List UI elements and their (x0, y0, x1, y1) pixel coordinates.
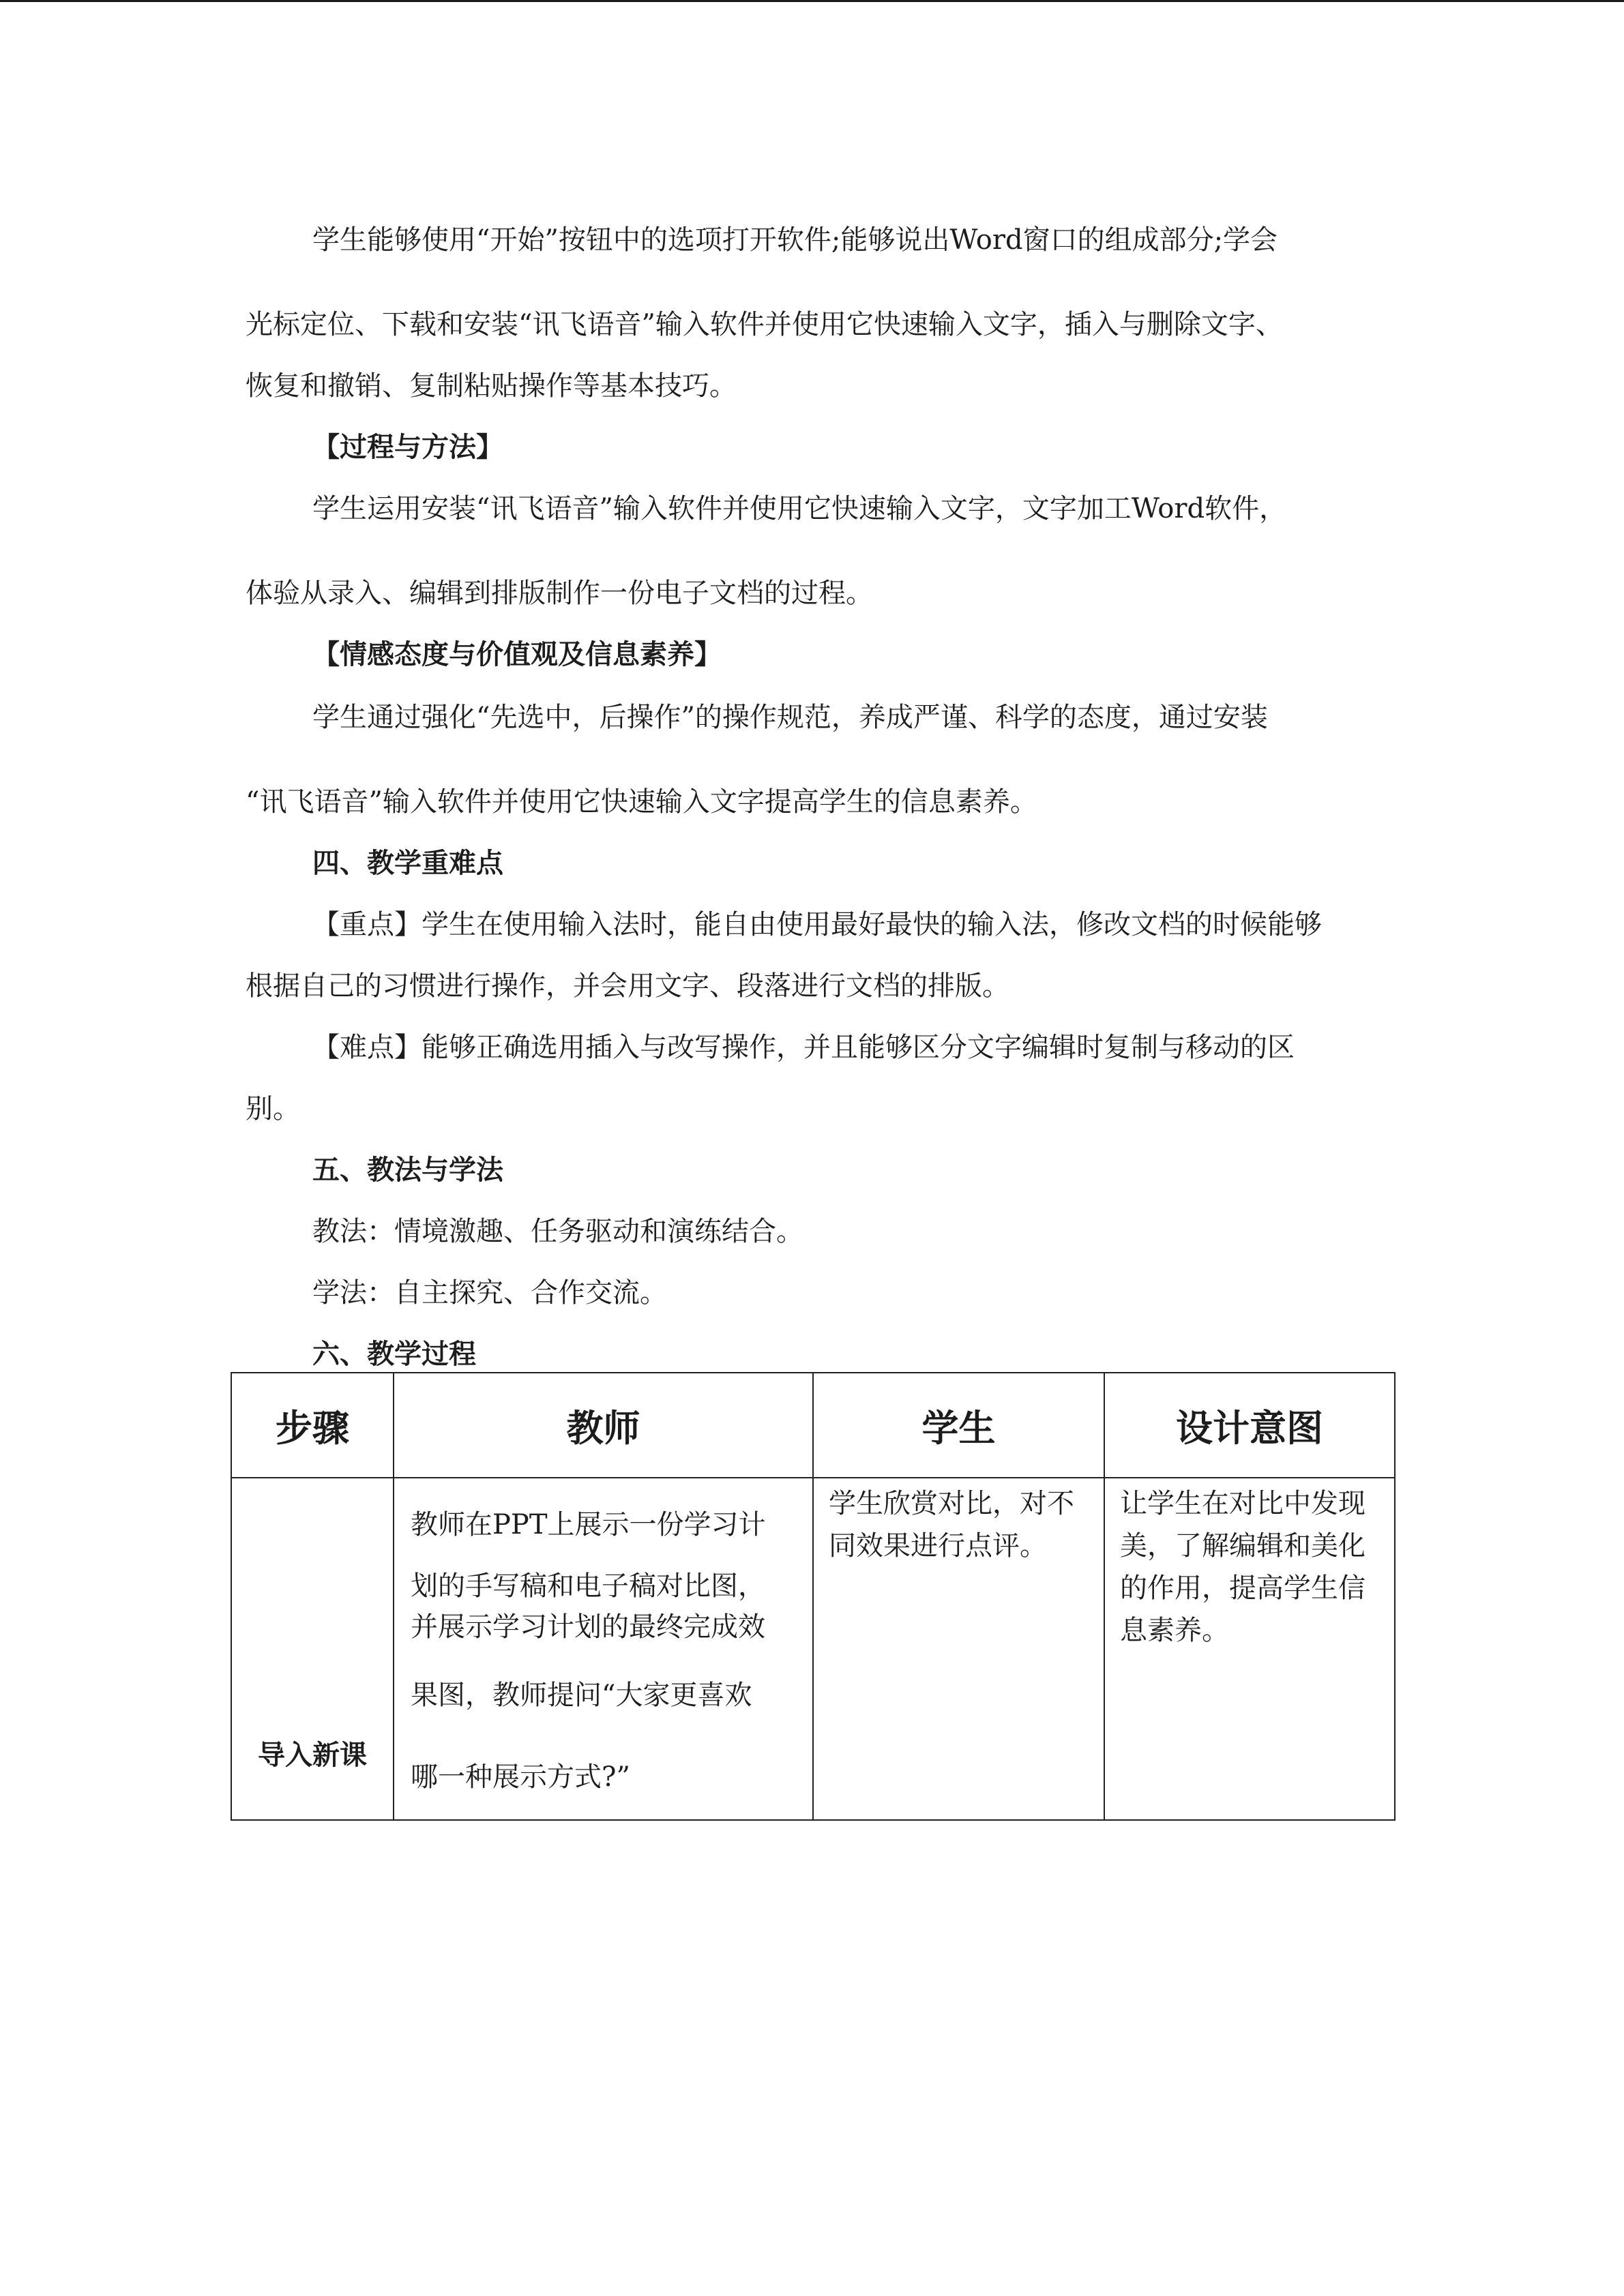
design-cell (1104, 1478, 1395, 1820)
teacher-line-3: 并展示学习计划的最终完成效 (411, 1611, 765, 1643)
teacher-line-4: 果图，教师提问“大家更喜欢 (411, 1680, 752, 1711)
student-cell (813, 1478, 1104, 1820)
process-line-2: 体验从录入、编辑到排版制作一份电子文档的过程。 (246, 578, 873, 609)
difficult-point-line-1: 【难点】能够正确选用插入与改写操作，并且能够区分文字编辑时复制与移动的区 (312, 1032, 1295, 1063)
emotion-line-1: 学生通过强化“先选中，后操作”的操作规范，养成严谨、科学的态度，通过安装 (312, 702, 1268, 733)
teacher-line-1: 教师在PPT上展示一份学习计 (411, 1509, 766, 1540)
learning-method: 学法：自主探究、合作交流。 (312, 1277, 667, 1309)
key-point-line-2: 根据自己的习惯进行操作，并会用文字、段落进行文档的排版。 (246, 970, 1009, 1002)
header-teacher: 教师 (394, 1373, 813, 1478)
section6-heading: 六、教学过程 (312, 1339, 476, 1370)
design-line-3: 的作用，提高学生信 (1120, 1572, 1365, 1604)
design-line-2: 美，了解编辑和美化 (1120, 1530, 1365, 1562)
header-student: 学生 (813, 1373, 1104, 1478)
step-cell (231, 1478, 394, 1820)
knowledge-line-2: 光标定位、下载和安装“讯飞语音”输入软件并使用它快速输入文字，插入与删除文字、 (246, 309, 1283, 340)
design-line-4: 息素养。 (1120, 1615, 1229, 1646)
student-line-2: 同效果进行点评。 (829, 1530, 1047, 1562)
table-row (231, 1478, 1395, 1820)
knowledge-line-3: 恢复和撤销、复制粘贴操作等基本技巧。 (246, 370, 737, 402)
knowledge-line-1: 学生能够使用“开始”按钮中的选项打开软件;能够说出Word窗口的组成部分;学会 (312, 224, 1278, 256)
header-step: 步骤 (231, 1373, 394, 1478)
key-point-line-1: 【重点】学生在使用输入法时，能自由使用最好最快的输入法，修改文档的时候能够 (312, 909, 1322, 940)
teacher-line-2: 划的手写稿和电子稿对比图， (411, 1570, 765, 1602)
teaching-method: 教法：情境激趣、任务驱动和演练结合。 (312, 1216, 803, 1247)
teaching-process-table (231, 1372, 1396, 1821)
emotion-line-2: “讯飞语音”输入软件并使用它快速输入文字提高学生的信息素养。 (246, 786, 1037, 818)
difficult-point-line-2: 别。 (246, 1093, 300, 1124)
process-heading: 【过程与方法】 (312, 432, 503, 463)
section5-heading: 五、教法与学法 (312, 1154, 503, 1186)
process-line-1: 学生运用安装“讯飞语音”输入软件并使用它快速输入文字，文字加工Word软件， (312, 493, 1287, 524)
student-line-1: 学生欣赏对比，对不 (829, 1488, 1074, 1519)
design-line-1: 让学生在对比中发现 (1120, 1488, 1365, 1519)
step-label: 导入新课 (258, 1740, 367, 1771)
teacher-cell (394, 1478, 813, 1820)
section4-heading: 四、教学重难点 (312, 848, 503, 879)
table-header-row (231, 1373, 1395, 1478)
header-design-intent: 设计意图 (1104, 1373, 1395, 1478)
emotion-heading: 【情感态度与价值观及信息素养】 (312, 639, 722, 670)
teacher-line-5: 哪一种展示方式?” (411, 1761, 630, 1793)
